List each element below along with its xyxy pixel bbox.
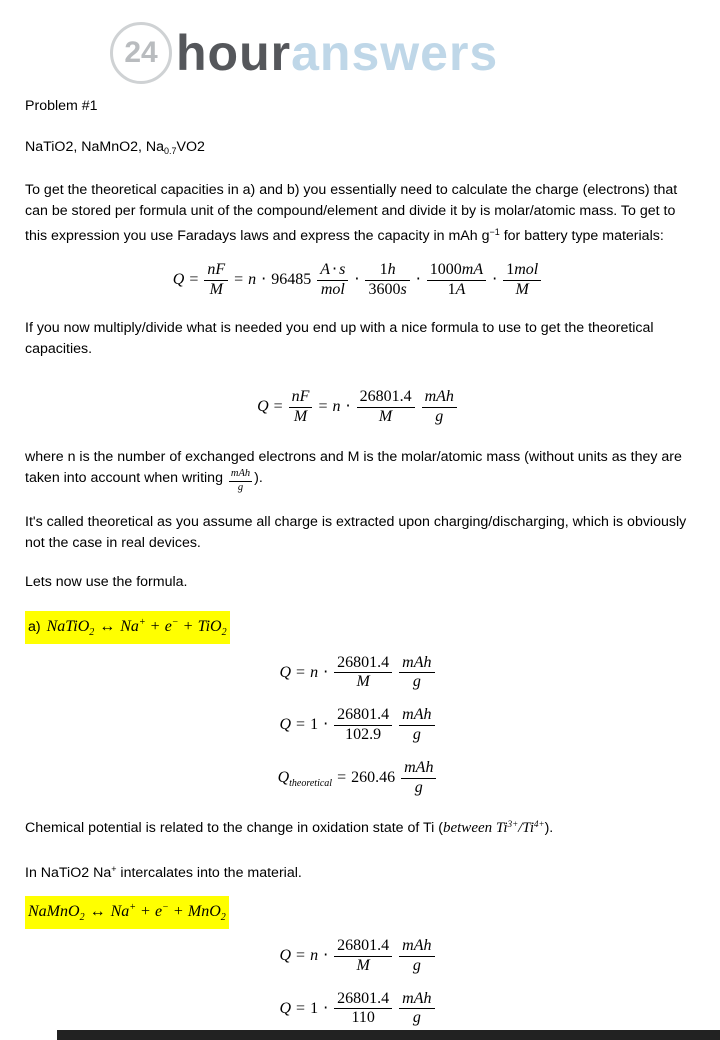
formula-qb-general: Q = n ⋅ $\frac{26801.4}{M}$ mAh g <box>25 937 690 976</box>
ti3-superscript: 3+ <box>507 818 519 829</box>
intercalate-paragraph <box>25 859 690 884</box>
chemical-text: Chemical potential is related to the change in oxidation state of Ti ( <box>25 819 443 836</box>
formula-faraday: Q = $\frac{nF}{M}$ = n ⋅ 96485 A ⋅ s mol ⋅ $\frac{1h}{3600s}$ ⋅ $\frac{1000mA}{1A}$ ⋅ 1mol M <box>25 261 690 300</box>
intro-text: To get the theoretical capacities in a) and b) you essentially need to calculate the charge (electrons) that can be stored per formula unit of the compound/element and divide it by is molar/atomic mass. To get to this expression you use Faradays laws and express the capacity in mAh g <box>25 182 678 244</box>
exponent-minus-one: −1 <box>489 227 500 237</box>
formula-qa-general: Q = n ⋅ $\frac{26801.4}{M}$ mAh g <box>25 654 690 693</box>
formula-qa-result: $Q_{theoretical} = 260.46$ mAh g <box>25 759 690 798</box>
inline-fraction-denominator: g <box>237 481 244 493</box>
formula-simplified: Q = $\frac{nF}{M}$ = n ⋅ $\frac{26801.4}{M}$ mAh g <box>25 388 690 427</box>
chemical-potential-paragraph <box>25 814 690 839</box>
inline-fraction-numerator: mAh <box>229 468 252 481</box>
reaction-a-line <box>25 611 690 644</box>
footer-bar <box>57 1030 720 1040</box>
multiply-paragraph: If you now multiply/divide what is needed you end up with a nice formula to use to get the theoretical capacities. <box>25 319 654 357</box>
reaction-a-highlight: a) NaTiO$_2$ ↔ Na+ + e− + TiO$_2$ <box>25 611 230 644</box>
logo-hour-text: hour <box>176 25 292 81</box>
intercalate-text: In NaTiO2 Na <box>25 864 112 881</box>
chemical-text-2: ). <box>544 819 554 836</box>
compound-list-text: NaTiO2, NaMnO2, Na <box>25 139 165 155</box>
compound-list-text-2: VO2 <box>176 139 205 155</box>
reaction-b-line <box>25 896 690 929</box>
formula-qb-value: Q = 1 ⋅ $\frac{26801.4}{110}$ mAh g <box>25 990 690 1029</box>
theoretical-paragraph: It's called theoretical as you assume all charge is extracted upon charging/discharging, which is obviously not the case in real devices. <box>25 513 687 551</box>
reaction-b-highlight: NaMnO$_2$ ↔ Na+ + e− + MnO$_2$ <box>25 896 229 929</box>
solution-document <box>0 96 720 1028</box>
lets-paragraph: Lets now use the formula. <box>25 573 188 590</box>
formula-qa-value: Q = 1 ⋅ $\frac{26801.4}{102.9}$ mAh g <box>25 706 690 745</box>
slash-ti-text: /Ti <box>518 819 534 836</box>
logo-wordmark <box>176 24 498 82</box>
logo-24-circle <box>110 22 172 84</box>
intro-paragraph <box>25 180 690 247</box>
logo-24-text: 24 <box>124 36 158 69</box>
inline-fraction-mah-g <box>229 468 252 493</box>
problem-title: Problem #1 <box>25 98 98 114</box>
logo-answers-text: answers <box>291 25 499 81</box>
intercalate-text-2: intercalates into the material. <box>116 864 302 881</box>
where-text: where n is the number of exchanged electrons and M is the molar/atomic mass (without units as they are taken into account when writing <box>25 448 682 486</box>
compound-subscript: 0.7 <box>164 146 177 156</box>
na-plus-superscript: + <box>111 863 117 874</box>
where-paragraph <box>25 447 690 494</box>
compound-list <box>25 137 690 162</box>
between-ti-text: between Ti <box>442 819 508 836</box>
ti4-superscript: 4+ <box>534 818 545 829</box>
logo <box>110 0 720 84</box>
intro-text-2: for battery type materials: <box>499 228 664 244</box>
where-text-2: ). <box>254 469 263 486</box>
